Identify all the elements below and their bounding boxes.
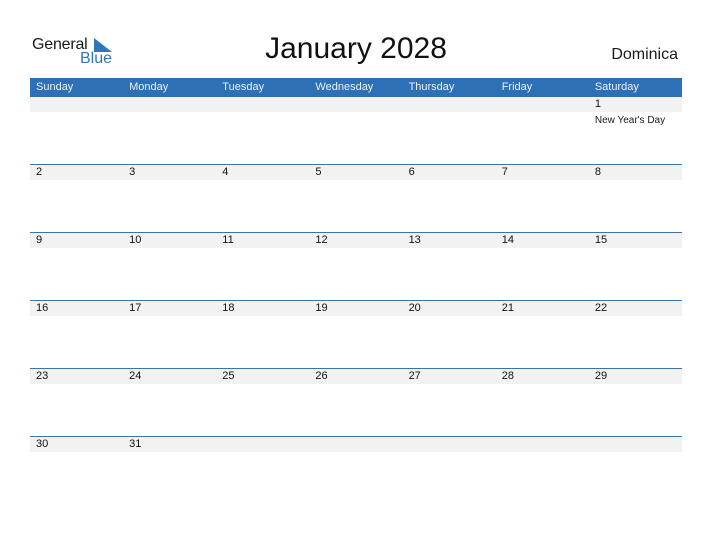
day-cell[interactable] (589, 165, 682, 231)
day-number (123, 97, 216, 112)
page-title: January 2028 (265, 32, 447, 65)
day-number: 27 (403, 369, 496, 384)
calendar-grid (30, 78, 682, 457)
day-number: 5 (309, 165, 402, 180)
day-cell[interactable] (496, 165, 589, 231)
weekday-wednesday: Wednesday (315, 81, 374, 93)
day-cell[interactable] (403, 437, 496, 457)
day-cell[interactable] (30, 437, 123, 457)
day-number: 9 (30, 233, 123, 248)
day-cell[interactable] (123, 301, 216, 367)
day-number: 31 (123, 437, 216, 452)
day-cell[interactable] (216, 437, 309, 457)
day-cell[interactable] (30, 369, 123, 435)
day-number: 19 (309, 301, 402, 316)
day-cell[interactable] (589, 369, 682, 435)
country-label: Dominica (611, 46, 678, 63)
day-cell[interactable] (123, 369, 216, 435)
day-cell[interactable] (309, 233, 402, 299)
day-cell[interactable] (123, 97, 216, 163)
day-cell[interactable] (30, 165, 123, 231)
day-cell[interactable] (30, 301, 123, 367)
day-number (403, 97, 496, 112)
calendar-week (30, 300, 682, 368)
day-number (309, 437, 402, 452)
day-cell[interactable] (496, 233, 589, 299)
logo-blue-text: Blue (80, 50, 113, 67)
day-number: 18 (216, 301, 309, 316)
weekday-saturday: Saturday (594, 81, 639, 93)
day-cell[interactable] (589, 301, 682, 367)
day-number: 17 (123, 301, 216, 316)
weekday-header (30, 78, 682, 97)
day-cell[interactable] (216, 233, 309, 299)
day-number: 2 (30, 165, 123, 180)
day-cell[interactable] (589, 233, 682, 299)
day-number: 15 (589, 233, 682, 248)
weekday-friday: Friday (501, 81, 533, 93)
day-number: 28 (496, 369, 589, 384)
day-number: 20 (403, 301, 496, 316)
day-number: 26 (309, 369, 402, 384)
day-number: 14 (496, 233, 589, 248)
day-number: 3 (123, 165, 216, 180)
weekday-monday: Monday (129, 81, 169, 93)
day-cell[interactable] (589, 97, 682, 163)
weekday-sunday: Sunday (36, 81, 74, 93)
day-number (496, 97, 589, 112)
day-number: 1 (589, 97, 682, 112)
calendar-week (30, 97, 682, 164)
weekday-thursday: Thursday (408, 81, 455, 93)
calendar-week (30, 232, 682, 300)
day-number (589, 437, 682, 452)
day-number: 22 (589, 301, 682, 316)
day-cell[interactable] (496, 301, 589, 367)
day-cell[interactable] (403, 97, 496, 163)
day-cell[interactable] (30, 97, 123, 163)
logo-general-text: General (32, 36, 88, 53)
day-number: 7 (496, 165, 589, 180)
day-cell[interactable] (403, 369, 496, 435)
day-number (496, 437, 589, 452)
day-number: 30 (30, 437, 123, 452)
day-cell[interactable] (403, 233, 496, 299)
day-cell[interactable] (309, 437, 402, 457)
day-number: 13 (403, 233, 496, 248)
weeks-container (30, 97, 682, 457)
day-number (216, 437, 309, 452)
day-number: 29 (589, 369, 682, 384)
day-cell[interactable] (309, 301, 402, 367)
day-cell[interactable] (123, 165, 216, 231)
day-cell[interactable] (216, 301, 309, 367)
day-number: 21 (496, 301, 589, 316)
calendar-week (30, 164, 682, 232)
day-cell[interactable] (403, 165, 496, 231)
holiday-label: New Year's Day (594, 115, 666, 126)
day-cell[interactable] (216, 97, 309, 163)
day-number: 12 (309, 233, 402, 248)
day-number: 10 (123, 233, 216, 248)
day-number: 24 (123, 369, 216, 384)
day-cell[interactable] (309, 97, 402, 163)
day-number: 11 (216, 233, 309, 248)
day-number (403, 437, 496, 452)
calendar-week (30, 368, 682, 436)
day-number: 4 (216, 165, 309, 180)
day-number: 25 (216, 369, 309, 384)
day-cell[interactable] (496, 369, 589, 435)
weekday-tuesday: Tuesday (222, 81, 265, 93)
day-cell[interactable] (403, 301, 496, 367)
day-number: 6 (403, 165, 496, 180)
day-number (309, 97, 402, 112)
calendar-week (30, 436, 682, 457)
day-number (30, 97, 123, 112)
day-cell[interactable] (216, 369, 309, 435)
day-number: 16 (30, 301, 123, 316)
day-cell[interactable] (216, 165, 309, 231)
day-cell[interactable] (123, 233, 216, 299)
day-cell[interactable] (496, 437, 589, 457)
day-cell[interactable] (309, 165, 402, 231)
day-cell[interactable] (309, 369, 402, 435)
day-cell[interactable] (123, 437, 216, 457)
day-number: 8 (589, 165, 682, 180)
day-number: 23 (30, 369, 123, 384)
day-number (216, 97, 309, 112)
day-cell[interactable] (589, 437, 682, 457)
day-cell[interactable] (30, 233, 123, 299)
day-cell[interactable] (496, 97, 589, 163)
